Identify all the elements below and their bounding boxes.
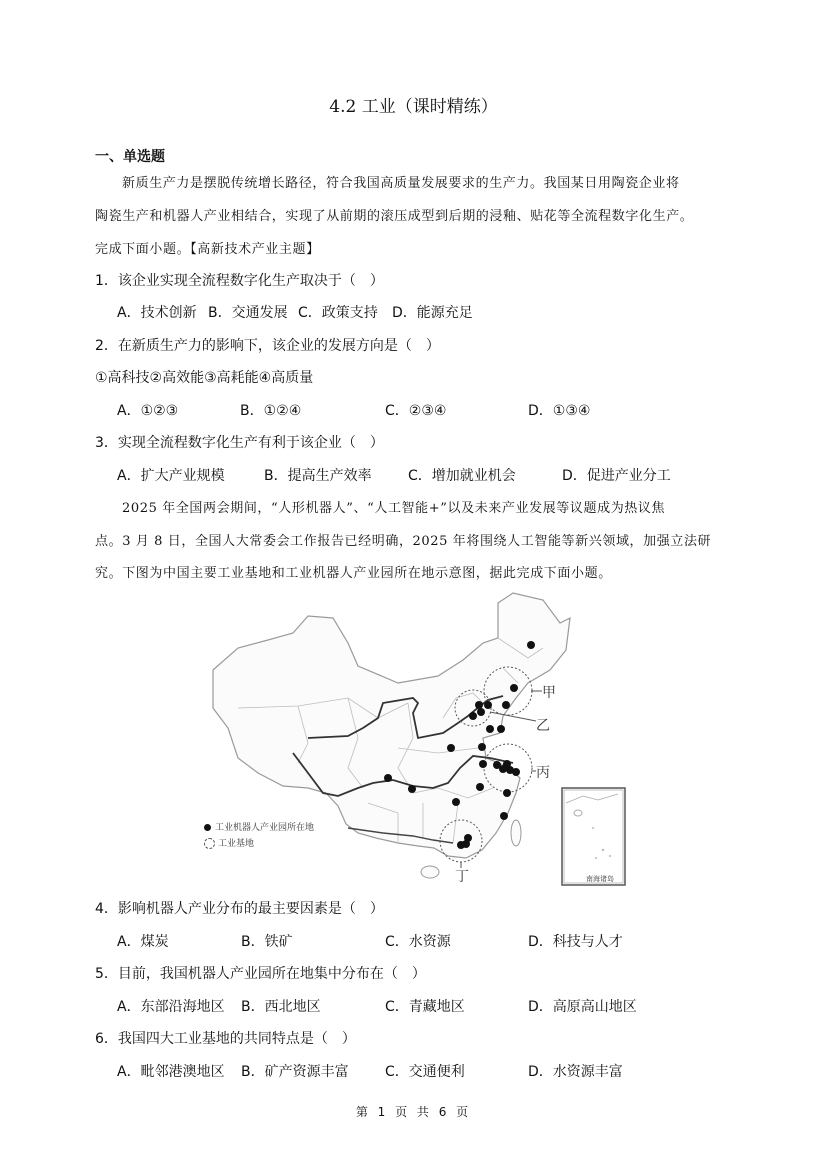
question-1: 1．该企业实现全流程数字化生产取决于（ ） (95, 273, 384, 289)
map-svg (198, 588, 638, 888)
q6-option-d: D．水资源丰富 (528, 1064, 623, 1080)
taiwan-island (511, 820, 521, 846)
q4-option-c: C．水资源 (385, 934, 451, 950)
q2-option-d: D．①③④ (528, 403, 591, 419)
robot-park-dot (462, 840, 470, 848)
question-4: 4．影响机器人产业分布的最主要因素是（ ） (95, 901, 384, 917)
section-heading: 一、单选题 (95, 149, 165, 165)
question-5: 5．目前，我国机器人产业园所在地集中分布在（ ） (95, 966, 426, 982)
question-6: 6．我国四大工业基地的共同特点是（ ） (95, 1031, 356, 1047)
q5-option-a: A．东部沿海地区 (117, 999, 225, 1015)
q1-option-b: B．交通发展 (208, 305, 288, 321)
q1-option-c: C．政策支持 (298, 305, 378, 321)
intro1-line-3: 完成下面小题。【高新技术产业主题】 (95, 242, 320, 257)
q6-option-c: C．交通便利 (385, 1064, 465, 1080)
page-footer: 第 1 页 共 6 页 (355, 1105, 472, 1119)
hainan-island (421, 866, 439, 878)
q2-option-c: C．②③④ (385, 403, 447, 419)
robot-park-dot (500, 812, 508, 820)
q4-option-b: B．铁矿 (241, 934, 293, 950)
q4-option-d: D．科技与人才 (528, 934, 623, 950)
intro1-line-1: 新质生产力是摆脱传统增长路径，符合我国高质量发展要求的生产力。我国某日用陶瓷企业将 (122, 176, 680, 191)
intro2-line-1: 2025 年全国两会期间，“人形机器人”、“人工智能+”以及未来产业发展等议题成为热议焦 (122, 501, 666, 516)
robot-park-dot (499, 765, 507, 773)
robot-park-dot (484, 701, 492, 709)
question-2: 2．在新质生产力的影响下，该企业的发展方向是（ ） (95, 338, 440, 354)
robot-park-dot (477, 708, 485, 716)
q3-option-d: D．促进产业分工 (562, 468, 671, 484)
robot-park-dot (510, 684, 518, 692)
q3-option-c: C．增加就业机会 (408, 468, 516, 484)
robot-park-dot (502, 701, 510, 709)
robot-park-dot (476, 783, 484, 791)
label-jia: 甲 (542, 685, 556, 701)
q2-option-b: B．①②④ (240, 403, 302, 419)
inset-label: 南海诸岛 (586, 875, 614, 883)
q6-option-a: A．毗邻港澳地区 (117, 1064, 225, 1080)
label-ding: 丁 (455, 869, 469, 885)
robot-park-dot (447, 744, 455, 752)
legend-industrial-base: 工业基地 (204, 836, 254, 849)
robot-park-dot (475, 701, 483, 709)
label-yi: 乙 (536, 718, 550, 734)
legend-dot-icon (204, 824, 211, 831)
china-industry-map (198, 588, 638, 888)
robot-park-dot (486, 725, 494, 733)
robot-park-dot (384, 774, 392, 782)
question-2-choices: ①高科技②高效能③高耗能④高质量 (95, 370, 314, 386)
q5-option-d: D．高原高山地区 (528, 999, 637, 1015)
q5-option-c: C．青藏地区 (385, 999, 465, 1015)
robot-park-dot (512, 768, 520, 776)
south-china-sea-inset (562, 788, 625, 885)
robot-park-dot (478, 743, 486, 751)
china-outline (213, 593, 570, 858)
label-bing: 丙 (536, 765, 550, 781)
q1-option-a: A．技术创新 (117, 305, 197, 321)
robot-park-dot (503, 789, 511, 797)
robot-park-dot (469, 712, 477, 720)
q3-option-a: A．扩大产业规模 (117, 468, 225, 484)
robot-park-dot (452, 798, 460, 806)
robot-park-dot (527, 641, 535, 649)
question-3: 3．实现全流程数字化生产有利于该企业（ ） (95, 435, 384, 451)
q3-option-b: B．提高生产效率 (264, 468, 372, 484)
q6-option-b: B．矿产资源丰富 (241, 1064, 349, 1080)
page-title: 4.2 工业（课时精练） (329, 97, 498, 117)
q1-option-d: D．能源充足 (392, 305, 473, 321)
intro1-line-2: 陶瓷生产和机器人产业相结合，实现了从前期的滚压成型到后期的浸釉、贴花等全流程数字化生产。 (95, 209, 694, 224)
robot-park-dot (479, 760, 487, 768)
legend-robot-park: 工业机器人产业园所在地 (204, 820, 314, 833)
intro2-line-2: 点。3 月 8 日，全国人大常委会工作报告已经明确，2025 年将围绕人工智能等新兴领域，加强立法研 (95, 534, 712, 549)
robot-park-dot (497, 725, 505, 733)
legend-dashed-circle-icon (204, 838, 215, 849)
q2-option-a: A．①②③ (117, 403, 179, 419)
q4-option-a: A．煤炭 (117, 934, 169, 950)
robot-park-dot (408, 785, 416, 793)
q5-option-b: B．西北地区 (241, 999, 321, 1015)
intro2-line-3: 究。下图为中国主要工业基地和工业机器人产业园所在地示意图，据此完成下面小题。 (95, 566, 612, 581)
